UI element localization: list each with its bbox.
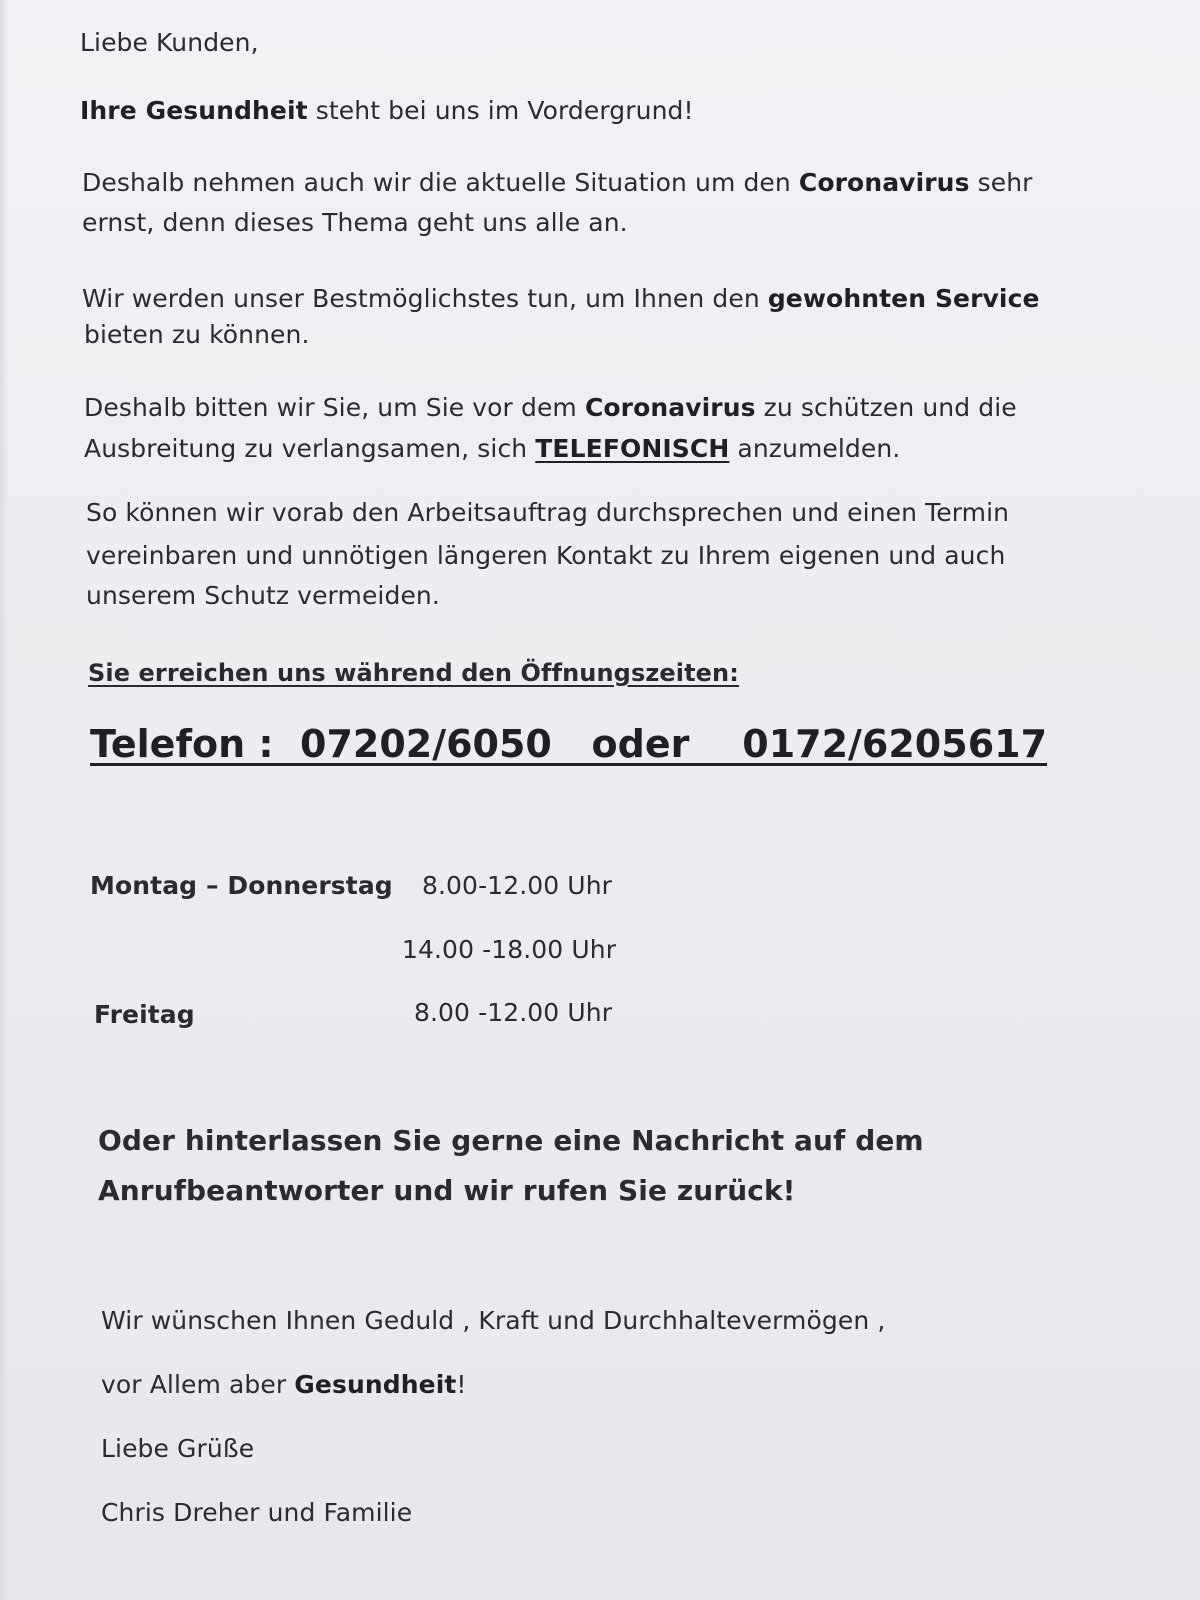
- wishes-line2: [101, 1372, 467, 1397]
- wishes-text-c: !: [456, 1370, 467, 1399]
- paragraph-situation-line1: [82, 170, 1033, 195]
- paragraph-request-line1: [84, 395, 1017, 420]
- paragraph-health: [80, 98, 694, 123]
- health-text: steht bei uns im Vordergrund!: [307, 96, 694, 125]
- coronavirus-emphasis-2: Coronavirus: [584, 393, 756, 422]
- health-emphasis-2: Gesundheit: [294, 1370, 457, 1399]
- greeting: Liebe Kunden,: [80, 28, 259, 57]
- coronavirus-emphasis: Coronavirus: [798, 168, 970, 197]
- wishes-text-a: vor Allem aber: [101, 1370, 295, 1399]
- request-text-c: zu schützen und die: [755, 393, 1017, 422]
- paragraph-service-line2: bieten zu können.: [84, 320, 310, 349]
- telefonisch-emphasis: TELEFONISCH: [535, 434, 730, 463]
- phone-numbers: Telefon : 07202/6050 oder 0172/6205617: [90, 722, 1048, 766]
- regards: Liebe Grüße: [101, 1434, 255, 1463]
- paragraph-appointment-line3: unserem Schutz vermeiden.: [86, 581, 440, 610]
- paragraph-service-line1: [82, 286, 1040, 311]
- signature: Chris Dreher und Familie: [101, 1498, 413, 1527]
- wishes-line1: Wir wünschen Ihnen Geduld , Kraft und Durchhaltevermögen ,: [101, 1306, 886, 1335]
- opening-hours-heading: Sie erreichen uns während den Öffnungszeiten:: [88, 659, 739, 687]
- paragraph-appointment-line2: vereinbaren und unnötigen längeren Kontakt zu Ihrem eigenen und auch: [86, 541, 1006, 570]
- paragraph-request-line2: [84, 436, 900, 461]
- hours-time-mon-thu-morning: 8.00-12.00 Uhr: [422, 871, 613, 900]
- request-text-a: Deshalb bitten wir Sie, um Sie vor dem: [84, 393, 585, 422]
- paper-edge: [0, 0, 8, 1600]
- paragraph-situation-line2: ernst, denn dieses Thema geht uns alle an.: [82, 208, 628, 237]
- hours-time-mon-thu-afternoon: 14.00 -18.00 Uhr: [402, 935, 617, 964]
- hours-day-friday: Freitag: [94, 1000, 195, 1029]
- situation-text-c: sehr: [969, 168, 1033, 197]
- paragraph-appointment-line1: So können wir vorab den Arbeitsauftrag durchsprechen und einen Termin: [86, 498, 1010, 527]
- service-emphasis: gewohnten Service: [767, 284, 1040, 313]
- situation-text-a: Deshalb nehmen auch wir die aktuelle Situation um den: [82, 168, 799, 197]
- hours-day-mon-thu: Montag – Donnerstag: [90, 871, 393, 900]
- request-text-d: Ausbreitung zu verlangsamen, sich: [84, 434, 536, 463]
- closing-line2: Anrufbeantworter und wir rufen Sie zurück!: [98, 1174, 796, 1207]
- hours-time-friday: 8.00 -12.00 Uhr: [414, 998, 613, 1027]
- closing-line1: Oder hinterlassen Sie gerne eine Nachricht auf dem: [98, 1124, 924, 1157]
- service-text-a: Wir werden unser Bestmöglichstes tun, um Ihnen den: [82, 284, 768, 313]
- health-emphasis: Ihre Gesundheit: [80, 96, 308, 125]
- request-text-f: anzumelden.: [729, 434, 901, 463]
